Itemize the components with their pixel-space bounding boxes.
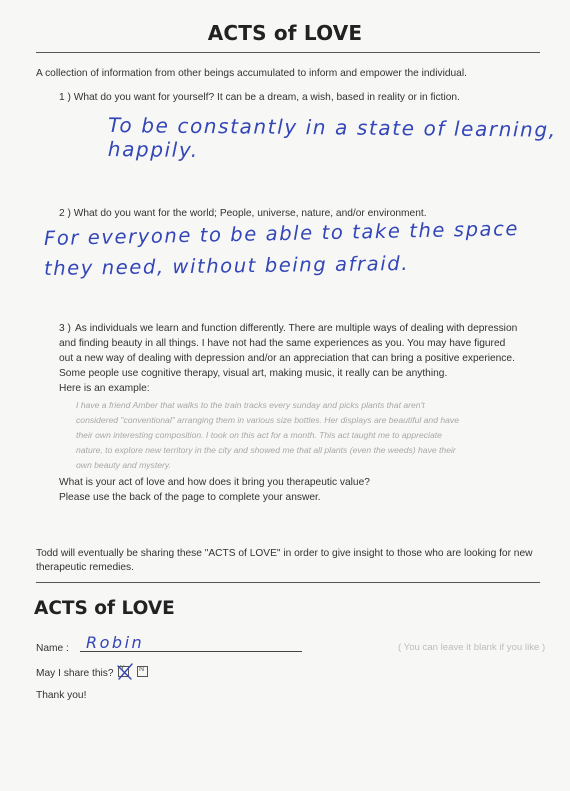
question-2-number: 2 ) [59, 208, 71, 219]
closing-line-1: Todd will eventually be sharing these "ACTS of LOVE" in order to give insight to those who are looking for new [36, 548, 533, 559]
question-3-line-1: As individuals we learn and function differently. There are multiple ways of dealing with depression [75, 323, 518, 334]
example-line-3: their own interesting composition. I took on this act for a month. This act taught me to appreciate [76, 430, 442, 440]
name-label: Name : [36, 643, 69, 654]
answer-1-handwriting: To be constantly in a state of learning, happily. [107, 113, 557, 162]
footer-title: ACTS of LOVE [34, 598, 175, 619]
intro-text: A collection of information from other beings accumulated to inform and empower the individual. [36, 68, 467, 79]
followup-line-1: What is your act of love and how does it bring you therapeutic value? [59, 477, 370, 488]
question-3-line-3: out a new way of dealing with depression and/or an appreciation that can bring a positive experience. [59, 353, 515, 364]
answer-2-handwriting-line-2: they need, without being afraid. [43, 251, 410, 280]
footer-divider [36, 582, 540, 583]
question-3-number: 3 ) [59, 323, 71, 334]
share-yes-letter: Y [120, 665, 125, 672]
followup-line-2: Please use the back of the page to complete your answer. [59, 492, 321, 503]
question-2-text: What do you want for the world; People, universe, nature, and/or environment. [73, 208, 427, 219]
share-yes-checkbox[interactable] [118, 666, 129, 677]
question-1 [59, 91, 460, 106]
example-line-1: I have a friend Amber that walks to the train tracks every sunday and picks plants that aren't [76, 400, 425, 410]
example-label: Here is an example: [59, 383, 150, 394]
thanks-text: Thank you! [36, 690, 87, 701]
page-title: ACTS of LOVE [207, 21, 363, 45]
closing-line-2: therapeutic remedies. [36, 562, 134, 573]
check-mark-icon [115, 662, 135, 682]
share-no-letter: N [139, 666, 145, 673]
share-label: May I share this? [36, 668, 114, 679]
answer-2-handwriting-line-1: For everyone to be able to take the space [43, 217, 520, 250]
question-1-text: What do you want for yourself? It can be a dream, a wish, based in reality or in fiction. [73, 92, 460, 103]
question-3-line-2: and finding beauty in all things. I have not had the same experiences as you. You may have figured [59, 338, 506, 349]
header-divider [36, 52, 540, 53]
example-line-2: considered "conventional" arranging them in various size bottles. Her displays are beautiful and have [76, 415, 460, 425]
example-line-5: own beauty and mystery. [76, 460, 171, 470]
example-line-4: nature, to explore new territory in the city and showed me that all plants (even the weeds) have their [76, 445, 456, 455]
question-1-number: 1 ) [59, 92, 71, 103]
question-3-line-4: Some people use cognitive therapy, visual art, making music, it really can be anything. [59, 368, 448, 379]
name-handwriting: Robin [86, 633, 145, 652]
name-hint: ( You can leave it blank if you like ) [398, 642, 546, 653]
share-no-checkbox[interactable] [137, 666, 148, 677]
